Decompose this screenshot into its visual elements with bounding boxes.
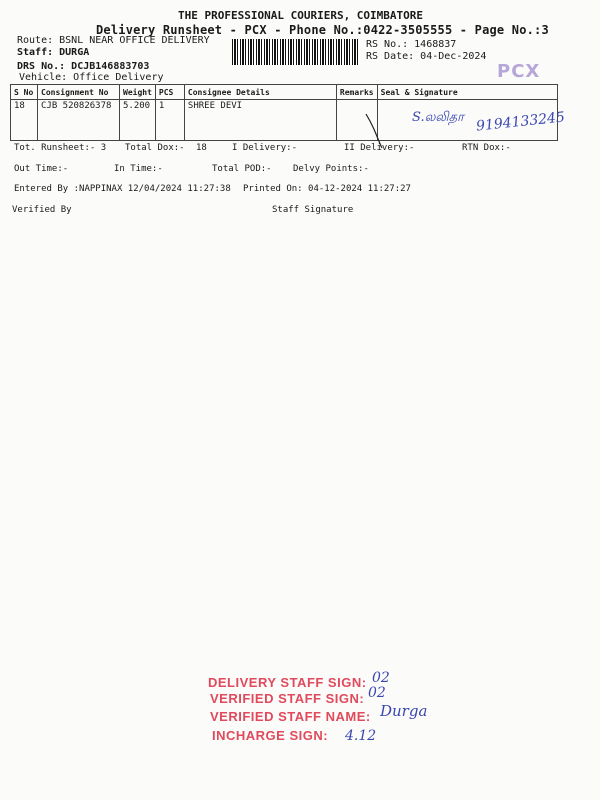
runsheet-table	[10, 84, 558, 141]
cell-sno: 18	[11, 100, 38, 141]
stamp-delivery-staff-sign: DELIVERY STAFF SIGN:	[208, 675, 367, 690]
runsheet-title: Delivery Runsheet - PCX - Phone No.:0422-3505555 - Page No.:3	[96, 23, 549, 37]
drs-number: DRS No.: DCJB146883703	[17, 61, 150, 72]
barcode	[232, 39, 360, 65]
col-consignment: Consignment No	[38, 85, 120, 100]
pen-mark-incharge-sign: 4.12	[345, 728, 377, 744]
verified-by: Verified By	[12, 205, 72, 215]
printed-on: Printed On: 04-12-2024 11:27:27	[243, 184, 411, 194]
col-pcs: PCS	[155, 85, 184, 100]
total-dox-label: Total Dox:-	[125, 143, 185, 153]
ii-delivery: II Delivery:-	[344, 143, 415, 153]
entered-by: Entered By :NAPPINAX 12/04/2024 11:27:38	[14, 184, 231, 194]
stamp-verified-staff-sign: VERIFIED STAFF SIGN:	[210, 691, 365, 706]
handwritten-phone: 9194133245	[475, 109, 566, 135]
rs-date: RS Date: 04-Dec-2024	[366, 51, 487, 62]
col-sno: S No	[11, 85, 38, 100]
delvy-points: Delvy Points:-	[293, 164, 369, 174]
col-consignee: Consignee Details	[184, 85, 336, 100]
total-dox-value: 18	[196, 143, 207, 153]
vehicle-label: Vehicle: Office Delivery	[19, 72, 164, 83]
table-header-row	[11, 85, 558, 100]
pen-mark-delivery-sign: 02	[372, 670, 390, 686]
col-signature: Seal & Signature	[377, 85, 557, 100]
handwritten-signature: S.லலிதா	[412, 110, 464, 125]
pcx-stamp: PCX	[497, 61, 541, 82]
in-time: In Time:-	[114, 164, 163, 174]
route-label: Route: BSNL NEAR OFFICE DELIVERY	[17, 35, 210, 46]
pen-mark-staff-name: Durga	[380, 702, 428, 720]
cell-consignee: SHREE DEVI	[184, 100, 336, 141]
stamp-incharge-sign: INCHARGE SIGN:	[212, 728, 329, 743]
cell-consignment: CJB 520826378	[38, 100, 120, 141]
pen-mark-verified-sign: 02	[368, 685, 386, 701]
staff-label: Staff: DURGA	[17, 47, 90, 58]
company-name: THE PROFESSIONAL COURIERS, COIMBATORE	[178, 9, 424, 22]
rtn-dox: RTN Dox:-	[462, 143, 511, 153]
cell-weight: 5.200	[120, 100, 156, 141]
stamp-verified-staff-name: VERIFIED STAFF NAME:	[210, 709, 371, 724]
total-pod: Total POD:-	[212, 164, 272, 174]
tot-runsheet: Tot. Runsheet:- 3	[14, 143, 107, 153]
col-remarks: Remarks	[336, 85, 377, 100]
cell-pcs: 1	[155, 100, 184, 141]
out-time: Out Time:-	[14, 164, 69, 174]
i-delivery: I Delivery:-	[232, 143, 298, 153]
staff-signature-label: Staff Signature	[272, 205, 354, 215]
rs-number: RS No.: 1468837	[366, 39, 457, 50]
col-weight: Weight	[120, 85, 156, 100]
